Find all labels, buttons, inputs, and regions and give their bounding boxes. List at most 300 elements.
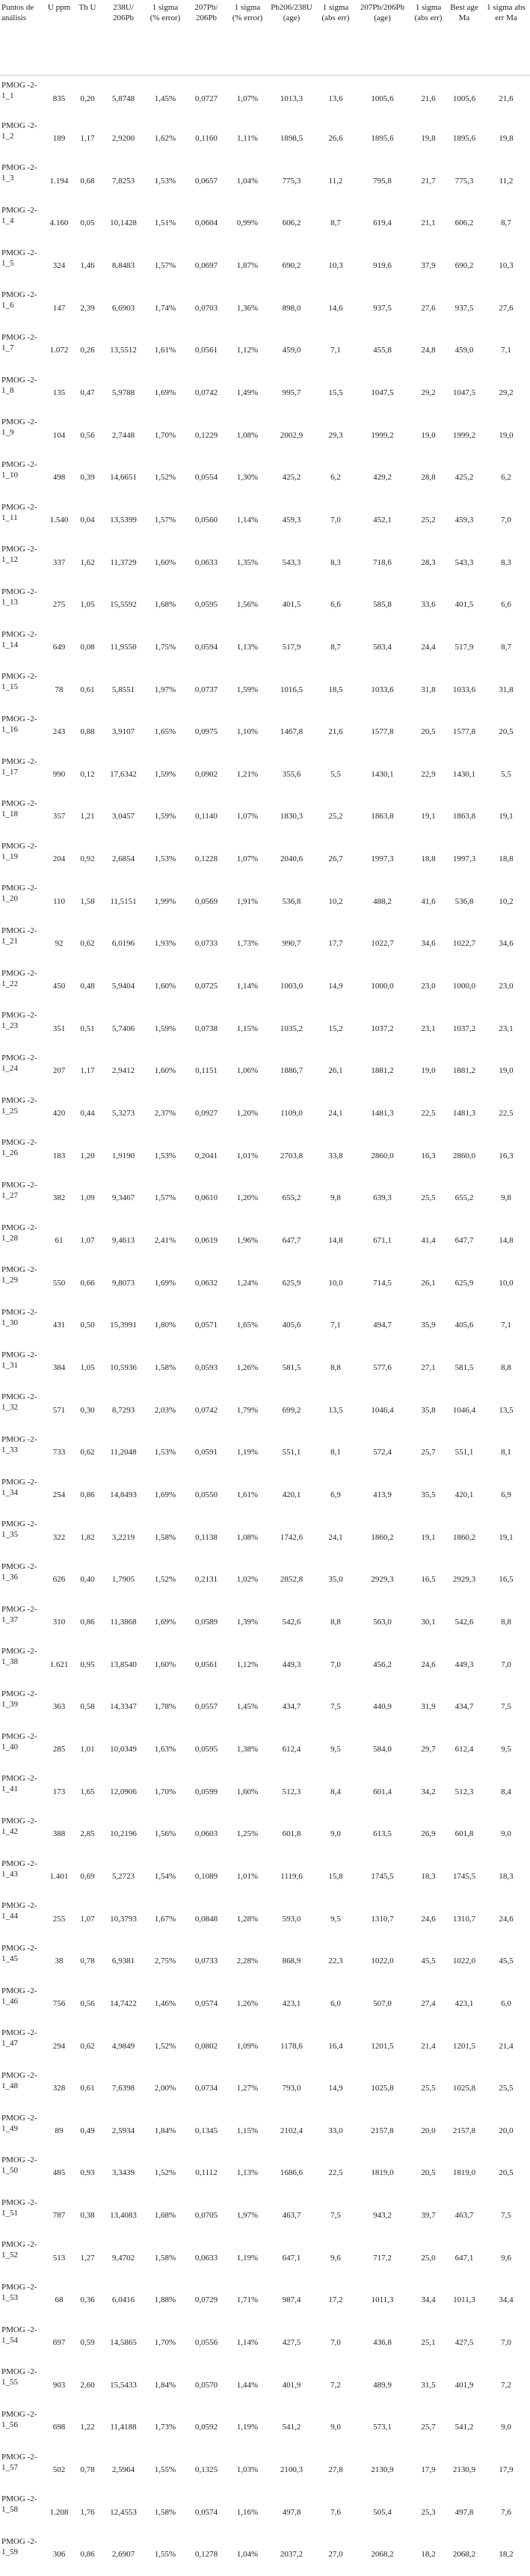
table-cell: 23,1 xyxy=(421,1024,436,1033)
table-cell: 1,52% xyxy=(154,473,176,483)
table-row xyxy=(0,1474,530,1517)
table-cell: 655,2 xyxy=(454,1193,474,1203)
table-cell: 310 xyxy=(52,1617,66,1627)
table-cell: 0,62 xyxy=(80,2041,95,2051)
table-cell: 775,3 xyxy=(282,176,301,186)
table-cell: 1,16% xyxy=(236,2507,259,2517)
table-cell: 5,9404 xyxy=(111,982,135,991)
table-cell: 1,68% xyxy=(154,600,176,610)
table-cell: 1047,5 xyxy=(371,388,394,397)
table-cell: 1745,5 xyxy=(371,1871,394,1881)
table-cell: 1,60% xyxy=(154,1066,176,1076)
table-cell: 25,5 xyxy=(499,2084,514,2093)
table-cell: 27,6 xyxy=(421,303,436,313)
table-cell: 1,01% xyxy=(236,1871,259,1881)
table-cell: 0,93 xyxy=(80,2168,95,2178)
table-cell: 17,7 xyxy=(328,939,343,949)
table-cell: 183 xyxy=(52,1151,66,1160)
table-cell: 0,51 xyxy=(80,1024,95,1033)
table-cell: 714,5 xyxy=(373,1278,392,1288)
table-cell: 639,3 xyxy=(373,1193,392,1203)
table-cell: 1430,1 xyxy=(452,769,476,779)
table-cell: 1201,5 xyxy=(371,2041,394,2051)
table-cell: 498 xyxy=(52,473,66,483)
table-cell: 26,9 xyxy=(421,1829,436,1839)
table-cell: 1022,7 xyxy=(371,939,394,949)
sample-point-cell: PMOG -2-1_10 xyxy=(1,459,37,480)
table-cell: 455,8 xyxy=(373,346,392,355)
table-cell: 1033,6 xyxy=(452,685,476,694)
table-cell: 135 xyxy=(52,388,66,397)
table-cell: 45,5 xyxy=(421,1957,436,1966)
sample-point-cell: PMOG -2-1_21 xyxy=(1,926,37,946)
table-cell: 505,4 xyxy=(373,2507,392,2517)
table-cell: 459,3 xyxy=(454,515,474,524)
table-cell: 1,26% xyxy=(236,1998,259,2008)
table-cell: 16,4 xyxy=(328,2041,343,2051)
table-cell: 13,4083 xyxy=(110,2211,137,2221)
table-cell: 68 xyxy=(55,2295,64,2305)
table-cell: 2,00% xyxy=(154,2084,176,2093)
table-cell: 28,8 xyxy=(421,473,436,483)
table-cell: 27,4 xyxy=(421,1998,436,2008)
table-row xyxy=(0,1347,530,1389)
table-cell: 7,2 xyxy=(330,2380,341,2390)
table-cell: 27,8 xyxy=(328,2465,343,2475)
table-cell: 0,2041 xyxy=(194,1151,218,1160)
table-cell: 756 xyxy=(52,1998,66,2008)
table-cell: 11,4188 xyxy=(110,2423,137,2432)
table-cell: 0,86 xyxy=(80,1490,95,1499)
table-row xyxy=(0,372,530,414)
table-cell: 1,70% xyxy=(154,2338,176,2348)
table-cell: 0,0725 xyxy=(194,982,218,991)
table-cell: 34,2 xyxy=(421,1787,436,1796)
table-cell: 6,9381 xyxy=(111,1957,135,1966)
table-cell: 388 xyxy=(52,1829,66,1839)
table-cell: 0,1140 xyxy=(195,812,218,822)
table-cell: 541,2 xyxy=(454,2423,474,2432)
table-cell: 11,2048 xyxy=(110,1448,137,1457)
table-cell: 14,9 xyxy=(328,982,343,991)
table-cell: 19,1 xyxy=(499,812,514,822)
table-cell: 0,0733 xyxy=(194,939,218,949)
table-cell: 324 xyxy=(52,260,66,270)
table-cell: 1,07 xyxy=(80,1236,95,1246)
table-cell: 18,3 xyxy=(499,1871,514,1881)
table-cell: 690,2 xyxy=(282,260,301,270)
table-cell: 11,5151 xyxy=(110,896,137,906)
sample-point-cell: PMOG -2-1_4 xyxy=(1,205,37,225)
table-row xyxy=(0,1940,530,1983)
table-cell: 3,0457 xyxy=(111,812,135,822)
table-cell: 0,0927 xyxy=(194,1109,218,1119)
table-cell: 1,65 xyxy=(80,1787,95,1796)
sample-point-cell: PMOG -2-1_40 xyxy=(1,1731,37,1752)
table-cell: 10,0349 xyxy=(110,1744,137,1754)
column-header: Best age Ma xyxy=(446,0,482,75)
table-row xyxy=(0,2449,530,2491)
table-cell: 420,1 xyxy=(282,1490,301,1499)
table-row xyxy=(0,626,530,669)
column-header: U ppm xyxy=(43,0,75,75)
table-cell: 7,0 xyxy=(330,1659,341,1669)
table-cell: 1,30% xyxy=(236,473,259,483)
sample-point-cell: PMOG -2-1_37 xyxy=(1,1604,37,1624)
table-cell: 337 xyxy=(52,557,66,567)
table-cell: 1,99% xyxy=(154,896,176,906)
table-row xyxy=(0,1389,530,1431)
sample-point-cell: PMOG -2-1_25 xyxy=(1,1095,37,1116)
table-cell: 1.540 xyxy=(49,515,69,524)
table-cell: 19,1 xyxy=(421,812,436,822)
table-cell: 7,8253 xyxy=(111,176,135,186)
sample-point-cell: PMOG -2-1_2 xyxy=(1,120,37,141)
table-cell: 0,61 xyxy=(80,685,95,694)
table-cell: 0,99% xyxy=(236,218,259,228)
table-cell: 1,52% xyxy=(154,2168,176,2178)
table-cell: 0,05 xyxy=(80,218,95,228)
table-cell: 243 xyxy=(52,727,66,737)
table-cell: 25,7 xyxy=(421,2423,436,2432)
table-row xyxy=(0,2236,530,2279)
table-cell: 698 xyxy=(52,2423,66,2432)
sample-point-cell: PMOG -2-1_27 xyxy=(1,1181,37,1201)
sample-point-cell: PMOG -2-1_45 xyxy=(1,1943,37,1963)
table-cell: 583,4 xyxy=(373,642,392,652)
table-cell: 2,7448 xyxy=(111,430,135,440)
table-row xyxy=(0,1897,530,1940)
sample-point-cell: PMOG -2-1_8 xyxy=(1,375,37,395)
table-cell: 0,40 xyxy=(80,1575,95,1585)
table-cell: 14,9 xyxy=(328,2084,343,2093)
table-cell: 1830,3 xyxy=(280,812,303,822)
sample-point-cell: PMOG -2-1_28 xyxy=(1,1223,37,1243)
table-cell: 497,8 xyxy=(282,2507,301,2517)
table-cell: 2068,2 xyxy=(371,2550,394,2560)
table-row xyxy=(0,2322,530,2364)
table-cell: 1895,6 xyxy=(452,133,476,143)
table-cell: 512,3 xyxy=(454,1787,474,1796)
table-cell: 13,5399 xyxy=(110,515,137,524)
table-cell: 0,38 xyxy=(80,2211,95,2221)
table-cell: 1,78% xyxy=(154,1702,176,1712)
table-cell: 1,13% xyxy=(236,642,259,652)
table-cell: 1,52% xyxy=(154,1575,176,1585)
table-cell: 0,0591 xyxy=(194,1448,218,1457)
table-row xyxy=(0,1813,530,1855)
table-row xyxy=(0,456,530,499)
table-cell: 571 xyxy=(52,1405,66,1415)
table-cell: 45,5 xyxy=(499,1957,514,1966)
table-cell: 24,8 xyxy=(421,346,436,355)
table-cell: 0,0737 xyxy=(194,685,218,694)
table-cell: 1,53% xyxy=(154,1151,176,1160)
table-cell: 898,0 xyxy=(282,303,301,313)
table-body xyxy=(0,75,530,2576)
table-cell: 1,24% xyxy=(236,1278,259,1288)
table-cell: 0,86 xyxy=(80,1617,95,1627)
table-cell: 593,0 xyxy=(282,1914,301,1924)
table-cell: 2102,4 xyxy=(280,2126,303,2135)
table-cell: 718,6 xyxy=(373,557,392,567)
table-cell: 1,57% xyxy=(154,260,176,270)
table-cell: 17,6342 xyxy=(110,769,137,779)
table-cell: 8,1 xyxy=(330,1448,341,1457)
table-cell: 1860,2 xyxy=(452,1532,476,1542)
table-cell: 625,9 xyxy=(454,1278,474,1288)
table-cell: 2929,3 xyxy=(452,1575,476,1585)
table-row xyxy=(0,1558,530,1601)
table-cell: 1,60% xyxy=(236,1787,259,1796)
table-cell: 15,3991 xyxy=(110,1321,137,1330)
table-cell: 434,7 xyxy=(282,1702,301,1712)
table-row xyxy=(0,668,530,711)
table-cell: 1046,4 xyxy=(452,1405,476,1415)
table-cell: 9,4613 xyxy=(111,1236,135,1246)
sample-point-cell: PMOG -2-1_13 xyxy=(1,587,37,607)
table-cell: 1109,0 xyxy=(280,1109,303,1119)
table-cell: 13,5512 xyxy=(110,346,137,355)
table-cell: 2,9412 xyxy=(111,1066,135,1076)
table-cell: 22,5 xyxy=(421,1109,436,1119)
table-cell: 2852,8 xyxy=(280,1575,303,1585)
table-cell: 10,3 xyxy=(499,260,514,270)
table-cell: 4,9849 xyxy=(111,2041,135,2051)
table-cell: 1997,3 xyxy=(452,854,476,864)
table-cell: 1,65% xyxy=(154,727,176,737)
table-cell: 787 xyxy=(52,2211,66,2221)
table-cell: 0,1228 xyxy=(194,854,218,864)
table-cell: 9,3467 xyxy=(111,1193,135,1203)
sample-point-cell: PMOG -2-1_58 xyxy=(1,2494,37,2515)
table-cell: 11,3729 xyxy=(110,557,137,567)
table-cell: 0,0556 xyxy=(194,2338,218,2348)
table-cell: 647,1 xyxy=(282,2253,301,2263)
table-cell: 903 xyxy=(52,2380,66,2390)
table-cell: 26,6 xyxy=(328,133,343,143)
table-cell: 1,56% xyxy=(154,1829,176,1839)
table-cell: 625,9 xyxy=(282,1278,301,1288)
table-cell: 14,5865 xyxy=(110,2338,137,2348)
column-header: Puntos de análisis xyxy=(0,0,43,75)
table-cell: 1,27 xyxy=(80,2253,95,2263)
table-cell: 699,2 xyxy=(282,1405,301,1415)
table-cell: 2,39 xyxy=(80,303,95,313)
table-cell: 1819,0 xyxy=(371,2168,394,2178)
table-cell: 306 xyxy=(52,2550,66,2560)
table-cell: 31,9 xyxy=(421,1702,436,1712)
table-cell: 13,6 xyxy=(328,94,343,103)
table-cell: 1,61% xyxy=(154,346,176,355)
table-cell: 420,1 xyxy=(454,1490,474,1499)
table-cell: 6,0416 xyxy=(111,2295,135,2305)
table-cell: 351 xyxy=(52,1024,66,1033)
table-cell: 1,46% xyxy=(154,1998,176,2008)
table-cell: 423,1 xyxy=(454,1998,474,2008)
table-cell: 1686,6 xyxy=(280,2168,303,2178)
table-cell: 5,5 xyxy=(330,769,341,779)
table-cell: 0,66 xyxy=(80,1278,95,1288)
sample-point-cell: PMOG -2-1_33 xyxy=(1,1435,37,1454)
table-cell: 0,1278 xyxy=(194,2550,218,2560)
sample-point-cell: PMOG -2-1_53 xyxy=(1,2283,37,2303)
table-cell: 14,3347 xyxy=(110,1702,137,1712)
table-cell: 1430,1 xyxy=(371,769,394,779)
table-cell: 401,9 xyxy=(454,2380,474,2390)
table-cell: 1.072 xyxy=(49,346,69,355)
table-cell: 1,70% xyxy=(154,430,176,440)
table-cell: 2703,8 xyxy=(280,1151,303,1160)
table-cell: 7,1 xyxy=(501,1321,511,1330)
table-cell: 1,74% xyxy=(154,303,176,313)
table-cell: 0,92 xyxy=(80,854,95,864)
table-cell: 1,35% xyxy=(236,557,259,567)
table-cell: 34,4 xyxy=(499,2295,514,2305)
table-cell: 0,0633 xyxy=(194,557,218,567)
table-cell: 1,20% xyxy=(236,1109,259,1119)
table-cell: 0,44 xyxy=(80,1109,95,1119)
table-cell: 420 xyxy=(52,1109,66,1119)
table-cell: 28,3 xyxy=(421,557,436,567)
table-cell: 1,08% xyxy=(236,430,259,440)
table-cell: 1,39% xyxy=(236,1617,259,1627)
table-cell: 21,1 xyxy=(421,218,436,228)
table-cell: 536,8 xyxy=(454,896,474,906)
table-cell: 7,6398 xyxy=(111,2084,135,2093)
table-cell: 328 xyxy=(52,2084,66,2093)
table-cell: 1577,8 xyxy=(452,727,476,737)
table-cell: 15,8 xyxy=(328,1871,343,1881)
table-cell: 497,8 xyxy=(454,2507,474,2517)
table-cell: 92 xyxy=(55,939,64,949)
table-cell: 0,36 xyxy=(80,2295,95,2305)
table-cell: 1,14% xyxy=(236,982,259,991)
table-cell: 8,4 xyxy=(501,1787,511,1796)
table-cell: 0,86 xyxy=(80,2550,95,2560)
table-cell: 22,5 xyxy=(328,2168,343,2178)
table-cell: 18,3 xyxy=(421,1871,436,1881)
table-cell: 2860,0 xyxy=(452,1151,476,1160)
table-cell: 9,5 xyxy=(330,1914,341,1924)
table-cell: 1,73% xyxy=(154,2423,176,2432)
table-cell: 517,9 xyxy=(282,642,301,652)
table-cell: 31,5 xyxy=(421,2380,436,2390)
table-cell: 1025,8 xyxy=(452,2084,476,2093)
table-cell: 0,1112 xyxy=(195,2168,218,2178)
sample-point-cell: PMOG -2-1_24 xyxy=(1,1053,37,1074)
sample-point-cell: PMOG -2-1_42 xyxy=(1,1816,37,1836)
table-cell: 1,87% xyxy=(236,260,259,270)
table-cell: 0,56 xyxy=(80,1998,95,2008)
table-cell: 1,58% xyxy=(154,2507,176,2517)
table-cell: 27,6 xyxy=(499,303,514,313)
table-cell: 24,4 xyxy=(421,642,436,652)
table-cell: 7,1 xyxy=(330,346,341,355)
table-cell: 990,7 xyxy=(282,939,301,949)
table-cell: 22,3 xyxy=(328,1957,343,1966)
table-cell: 1,07% xyxy=(236,94,259,103)
table-cell: 35,8 xyxy=(421,1405,436,1415)
table-cell: 0,0589 xyxy=(194,1617,218,1627)
table-cell: 401,9 xyxy=(282,2380,301,2390)
table-cell: 7,0 xyxy=(330,515,341,524)
table-row xyxy=(0,2491,530,2533)
table-cell: 1,17 xyxy=(80,1066,95,1076)
table-cell: 0,49 xyxy=(80,2126,95,2135)
table-cell: 8,7293 xyxy=(111,1405,135,1415)
table-cell: 9,5 xyxy=(501,1744,511,1754)
table-cell: 23,0 xyxy=(421,982,436,991)
sample-point-cell: PMOG -2-1_16 xyxy=(1,714,37,734)
table-cell: 1898,5 xyxy=(280,133,303,143)
table-cell: 21,6 xyxy=(499,94,514,103)
table-cell: 459,0 xyxy=(282,346,301,355)
table-cell: 41,6 xyxy=(421,896,436,906)
table-cell: 1,63% xyxy=(154,1744,176,1754)
sample-point-cell: PMOG -2-1_29 xyxy=(1,1265,37,1285)
table-cell: 585,8 xyxy=(373,600,392,610)
table-cell: 0,0592 xyxy=(194,2423,218,2432)
table-cell: 1,04% xyxy=(236,2550,259,2560)
table-cell: 17,2 xyxy=(328,2295,343,2305)
table-cell: 6,9 xyxy=(330,1490,341,1499)
table-row xyxy=(0,499,530,542)
table-cell: 0,0657 xyxy=(194,176,218,186)
table-cell: 1025,8 xyxy=(371,2084,394,2093)
table-cell: 6,6 xyxy=(501,600,511,610)
table-cell: 1,44% xyxy=(236,2380,259,2390)
table-cell: 6,0196 xyxy=(111,939,135,949)
table-cell: 9,0 xyxy=(501,2423,511,2432)
table-cell: 2,37% xyxy=(154,1109,176,1119)
table-cell: 0,78 xyxy=(80,2465,95,2475)
table-cell: 9,0 xyxy=(330,1829,341,1839)
table-cell: 0,0738 xyxy=(194,1024,218,1033)
table-cell: 19,8 xyxy=(499,133,514,143)
table-cell: 0,0574 xyxy=(194,1998,218,2008)
table-cell: 1,57% xyxy=(154,1193,176,1203)
table-cell: 0,0727 xyxy=(194,94,218,103)
table-row xyxy=(0,1220,530,1262)
table-cell: 671,1 xyxy=(373,1236,392,1246)
table-cell: 24,6 xyxy=(421,1914,436,1924)
table-cell: 5,3273 xyxy=(111,1109,135,1119)
table-cell: 1,53% xyxy=(154,1448,176,1457)
table-cell: 0,0561 xyxy=(194,1659,218,1669)
table-cell: 14,6 xyxy=(328,303,343,313)
table-cell: 401,5 xyxy=(282,600,301,610)
table-cell: 78 xyxy=(55,685,64,694)
table-cell: 0,0733 xyxy=(194,1957,218,1966)
table-cell: 1047,5 xyxy=(452,388,476,397)
table-cell: 1,58% xyxy=(154,2253,176,2263)
table-cell: 1,69% xyxy=(154,1617,176,1627)
table-cell: 1,67% xyxy=(154,1914,176,1924)
table-cell: 485 xyxy=(52,2168,66,2178)
table-cell: 1,75% xyxy=(154,642,176,652)
table-cell: 1,20% xyxy=(236,1193,259,1203)
table-cell: 1863,8 xyxy=(371,812,394,822)
table-cell: 7,0 xyxy=(501,2338,511,2348)
table-row xyxy=(0,1516,530,1558)
table-cell: 1,69% xyxy=(154,388,176,397)
table-cell: 5,8748 xyxy=(111,94,135,103)
table-cell: 25,2 xyxy=(328,812,343,822)
table-cell: 1178,6 xyxy=(280,2041,303,2051)
table-row xyxy=(0,1092,530,1135)
table-cell: 612,4 xyxy=(454,1744,474,1754)
